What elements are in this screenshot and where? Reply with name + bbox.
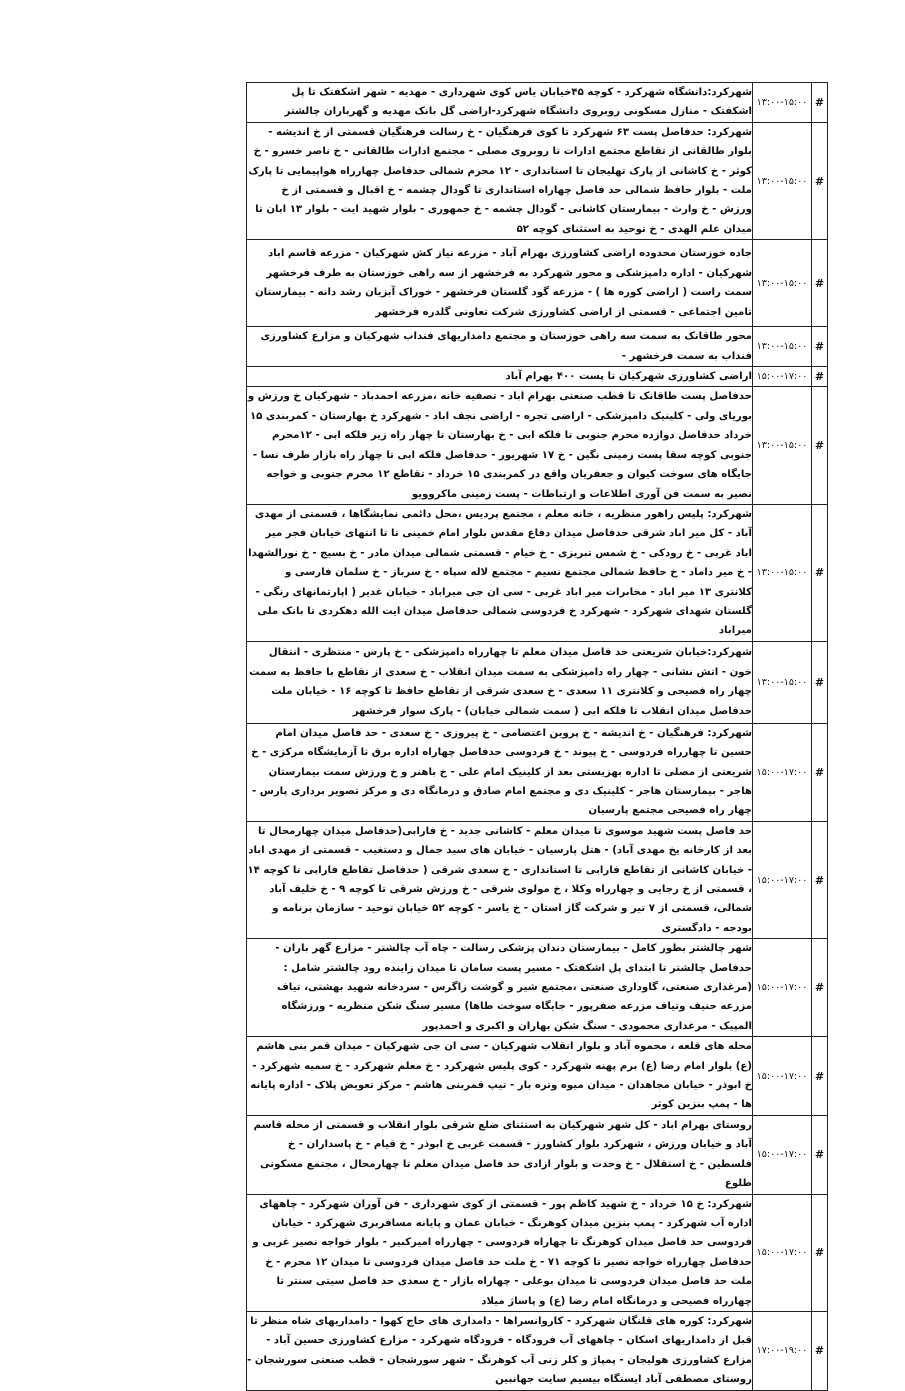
time-range: ۱۳:۰۰-۱۵:۰۰ — [753, 122, 812, 239]
time-range: ۱۵:۰۰-۱۷:۰۰ — [753, 1037, 812, 1116]
table-row — [247, 504, 828, 641]
row-marker: # — [812, 387, 828, 504]
time-range: ۱۳:۰۰-۱۵:۰۰ — [753, 83, 812, 123]
row-marker: # — [812, 641, 828, 723]
row-marker: # — [812, 1311, 828, 1390]
time-range: ۱۵:۰۰-۱۷:۰۰ — [753, 821, 812, 938]
row-marker: # — [812, 1037, 828, 1116]
area-list: شهرکرد: کوره های قلنگان شهرکرد - کاروانسراها - دامداری های حاج کهوا - دامداریهای شاه منظر تا قبل از دامداریهای اسکان - چاههای آب فرودگاه - فرودگاه شهرکرد - مزارع کشاورزی حسین آباد - مزارع کشاورزی هولیجان - پمپاژ و کلر زنی آب کوهرنگ - شهر سورشجان - قطب صنعتی سورشجان - روستای مصطفی آباد ایستگاه بیسیم سایت جهانبین — [247, 1311, 753, 1390]
time-range: ۱۵:۰۰-۱۷:۰۰ — [753, 1194, 812, 1311]
table-row — [247, 387, 828, 504]
time-range: ۱۳:۰۰-۱۵:۰۰ — [753, 504, 812, 641]
time-range: ۱۳:۰۰-۱۵:۰۰ — [753, 327, 812, 367]
time-range: ۱۷:۰۰-۱۹:۰۰ — [753, 1311, 812, 1390]
area-list: روستای بهرام اباد - کل شهر شهرکیان به استثنای ضلع شرقی بلوار انقلاب و قسمتی از محله قاسم آباد و خیابان ورزش ، شهرکرد بلوار کشاورز - قسمت غربی خ ابوذر - خ قیام - خ پاسداران - خ فلسطین - خ استقلال - خ وحدت و بلوار ازادی حد فاصل میدان معلم تا چهارمحال ، مجتمع مسکونی طلوع — [247, 1115, 753, 1194]
row-marker: # — [812, 504, 828, 641]
time-range: ۱۵:۰۰-۱۷:۰۰ — [753, 1115, 812, 1194]
area-list: شهرکرد: حدفاصل پست ۶۳ شهرکرد تا کوی فرهنگیان - خ رسالت فرهنگیان قسمتی از خ اندیشه - بلوار طالقانی از تقاطع مجتمع ادارات تا روبروی مصلی - مجتمع ادارات طالقانی - خ ناصر خسرو - خ کوثر - خ کاشانی از پارک تهلیجان تا استانداری - ۱۲ محرم شمالی حدفاصل چهارراه هواپیمایی تا پارک ملت - بلوار حافظ شمالی حد فاصل چهاراه استانداری تا گودال چشمه - خ اقبال و قسمتی از خ ورزش - خ وارث - بیمارستان کاشانی - گودال چشمه - خ جمهوری - بلوار شهید ایت - بلوار ۱۳ ابان تا میدان علم الهدی - خ توحید به استثنای کوچه ۵۲ — [247, 122, 753, 239]
area-list: محور طاقانک به سمت سه راهی خوزستان و مجتمع دامداریهای فنداب شهرکیان و مزارع کشاورزی فنداب به سمت فرخشهر - — [247, 327, 753, 367]
table-row — [247, 723, 828, 821]
time-range: ۱۳:۰۰-۱۵:۰۰ — [753, 240, 812, 327]
table-row — [247, 641, 828, 723]
area-list: شهر چالشتر بطور کامل - بیمارستان دندان پزشکی رسالت - چاه آب چالشتر - مزارع گهر باران - حدفاصل چالشتر تا ابتدای پل اشکفتک - مسیر پست سامان تا میدان زاینده رود چالشتر شامل :(مرغداری صنعتی، گاوداری صنعتی ،مجتمع شیر و گوشت زاگرس - سردخانه شهید بهشتی، تیاف مزرعه حنیف وتیاف مزرعه صفرپور - جایگاه سوخت طاها) مسیر سنگ شکن منظریه - ورزشگاه المپیک - مرغداری محمودی - سنگ شکن بهاران و اکبری و احمدپور — [247, 939, 753, 1037]
table-row — [247, 1115, 828, 1194]
row-marker: # — [812, 723, 828, 821]
table-row — [247, 939, 828, 1037]
table-row — [247, 122, 828, 239]
outage-schedule-table — [246, 82, 828, 1391]
area-list: اراضی کشاورزی شهرکیان تا پست ۴۰۰ بهرام آباد — [247, 367, 753, 387]
row-marker: # — [812, 821, 828, 938]
area-list: شهرکرد: فرهنگیان - خ اندیشه - خ پروین اعتصامی - خ پیروزی - خ سعدی - حد فاصل میدان امام حسین تا چهارراه فردوسی - خ پیوند - خ فردوسی حدفاصل چهاراه اداره برق تا آزمایشگاه مرکزی - خ شریعتی از مصلی تا اداره بهزیستی بعد از کلینیک امام علی - خ باهنر و خ ورزش سمت بیمارستان هاجر - بیمارستان هاجر - کلینیک دی و مجتمع امام صادق و درمانگاه دی و مرکز تصویر برداری پارس - چهار راه فصیحی مجتمع پارسیان — [247, 723, 753, 821]
row-marker: # — [812, 1115, 828, 1194]
row-marker: # — [812, 327, 828, 367]
row-marker: # — [812, 122, 828, 239]
area-list: محله های قلعه ، محموه آباد و بلوار انقلاب شهرکیان - سی ان جی شهرکیان - میدان قمر بنی هاشم (ع) بلوار امام رضا (ع) برم پهنه شهرکرد - کوی پلیس شهرکرد - خ معلم شهرکرد - خ سمیه شهرکرد - خ ابوذر - خیابان مجاهدان - میدان میوه وتره بار - تیپ قمربنی هاشم - مرکز تعویض پلاک - اداره پایانه ها - پمپ بنزین کوثر — [247, 1037, 753, 1116]
row-marker: # — [812, 83, 828, 123]
area-list: شهرکرد: پلیس راهور منظریه ، خانه معلم ، مجتمع پردیس ،محل دائمی نمایشگاها ، قسمتی از مهدی آباد - کل میر اباد شرقی حدفاصل میدان دفاع مقدس بلوار امام خمینی تا تا انتهای خیابان فجر میر اباد غربی - خ رودکی - خ شمس تبریزی - خ خیام - قسمتی شمالی میدان مادر - خ بسیج - خ نورالشهدا - خ میر داماد - خ حافظ شمالی مجتمع نسیم - مجتمع لاله سپاه - خ سرباز - خ سلمان فارسی و کلانتری ۱۳ میر اباد - مخابرات میر اباد غربی - سی ان جی میراباد - خیابان غدیر ( اپارتمانهای رنگی - گلستان شهدای شهرکرد - شهرکرد خ فردوسی شمالی حدفاصل میدان ایت الله دهکردی تا بانک ملی میراباد — [247, 504, 753, 641]
time-range: ۱۵:۰۰-۱۷:۰۰ — [753, 939, 812, 1037]
row-marker: # — [812, 1194, 828, 1311]
table-row — [247, 240, 828, 327]
table-row — [247, 367, 828, 387]
table-row — [247, 83, 828, 123]
time-range: ۱۳:۰۰-۱۵:۰۰ — [753, 641, 812, 723]
row-marker: # — [812, 367, 828, 387]
table-row — [247, 821, 828, 938]
table-row — [247, 1311, 828, 1390]
table-row — [247, 1194, 828, 1311]
time-range: ۱۵:۰۰-۱۷:۰۰ — [753, 723, 812, 821]
table-row — [247, 1037, 828, 1116]
area-list: شهرکرد: خ ۱۵ خرداد - خ شهید کاظم پور - قسمتی از کوی شهرداری - فن آوران شهرکرد - چاههای اداره آب شهرکرد - پمپ بنزین میدان کوهرنگ - خیابان عمان و پایانه مسافربری شهرکرد - خیابان فردوسی حد فاصل میدان کوهرنگ تا چهاراه فردوسی - چهارراه امیرکبیر - بلوار خواجه نصیر غربی و حدفاصل چهارراه خواجه نصیر تا کوچه ۷۱ - خ ملت حد فاصل میدان فردوسی تا میدان ۱۲ محرم - خ ملت حد فاصل میدان فردوسی تا میدان بوعلی - چهاراه بازار - خ سعدی حد فاصل سیتی سنتر تا چهارراه فصیحی و درمانگاه امام رضا (ع) و پاساژ میلاد — [247, 1194, 753, 1311]
area-list: حدفاصل پست طاقانک تا قطب صنعتی بهرام اباد - تصفیه خانه ،مزرعه احمدباد - شهرکیان خ ورزش و بوریای ولی - کلینیک دامپزشکی - اراضی تجره - اراضی نجف اباد - شهرکرد خ بهارستان - کمربندی ۱۵ خرداد حدفاصل دوازده محرم جنوبی تا فلکه ابی - خ بهارستان تا چهار راه زیر فلکه ابی - ۱۲محرم جنوبی کوچه سقا پست زمینی نگین - خ ۱۷ شهریور - حدفاصل فلکه ابی تا چهار راه بازار طرف نسا - جایگاه های سوخت کیوان و جعفریان واقع در کمربندی ۱۵ خرداد - تقاطع ۱۲ محرم جنوبی و خواجه نصیر به سمت فن آوری اطلاعات و ارتباطات - پست زمینی ماکروویو — [247, 387, 753, 504]
area-list: شهرکرد:دانشگاه شهرکرد - کوچه ۴۵خیابان یاس کوی شهرداری - مهدیه - شهر اشکفتک تا پل اشکفتک - منازل مسکونی روبروی دانشگاه شهرکرد-اراضی گل بانک مهدیه و گهرباران چالشتر — [247, 83, 753, 123]
area-list: حد فاصل پست شهید موسوی تا میدان معلم - کاشانی جدید - خ فارابی(حدفاصل میدان چهارمحال تا بعد از کارخانه یخ مهدی آباد) - هتل پارسیان - خیابان های سید جمال و دستغیب - قسمتی از مهدی اباد - خیابان کاشانی از تقاطع فارابی تا استانداری - خ سعدی شرقی ( حدفاصل تقاطع فارابی تا کوچه ۱۴ ، قسمتی از خ رجایی و چهارراه وکلا ، خ مولوی شرقی - خ ورزش شرقی تا کوچه ۹ - خ خلیف آباد شمالی، قسمتی از ۷ تیر و شرکت گاز استان - خ یاسر - کوچه ۵۲ خیابان توحید - سازمان برنامه و بودجه - دادگستری — [247, 821, 753, 938]
table-row — [247, 327, 828, 367]
time-range: ۱۵:۰۰-۱۷:۰۰ — [753, 367, 812, 387]
area-list: شهرکرد:خیابان شریعتی حد فاصل میدان معلم تا چهارراه دامپزشکی - خ پارس - منتظری - انتقال خون - اتش نشانی - چهار راه دامپزشکی به سمت میدان انقلاب - خ سعدی از تقاطع با حافظ به سمت چهار راه فصیحی و کلانتری ۱۱ سعدی - خ سعدی شرقی از تقاطع حافظ تا کوچه ۱۶ - خیابان ملت حدفاصل میدان انقلاب تا فلکه ابی ( سمت شمالی خیابان) - پارک سوار فرخشهر — [247, 641, 753, 723]
row-marker: # — [812, 939, 828, 1037]
row-marker: # — [812, 240, 828, 327]
time-range: ۱۳:۰۰-۱۵:۰۰ — [753, 387, 812, 504]
area-list: جاده خوزستان محدوده اراضی کشاورزی بهرام آباد - مزرعه نیاز کش شهرکیان - مزرعه قاسم اباد شهرکیان - اداره دامپزشکی و محور شهرکرد به فرخشهر از سه راهی خوزستان به طرف فرخشهر سمت راست ( اراضی کوره ها ) - مزرعه گود گلستان فرخشهر - خوراک آبزیان رشد دانه - بیمارستان تامین اجتماعی - قسمتی از اراضی کشاورزی شرکت تعاونی گلدره فرخشهر — [247, 240, 753, 327]
